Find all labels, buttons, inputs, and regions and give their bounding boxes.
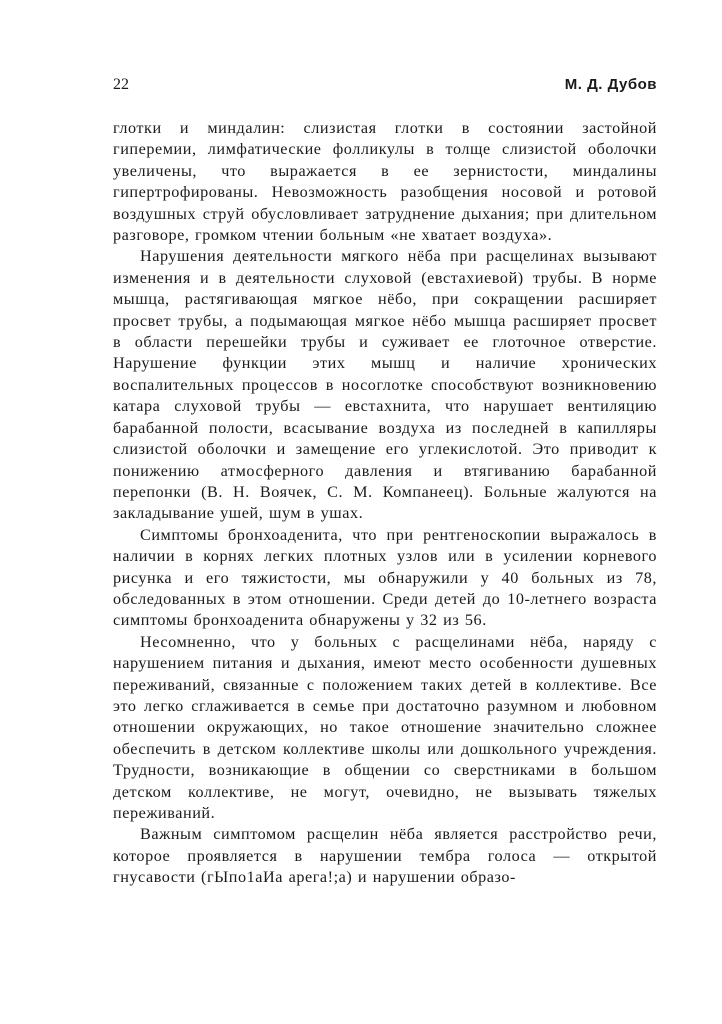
paragraph-bronchoadenitis: Симптомы бронхоаденита, что при рентгеноскопии выражалось в наличии в корнях легких плотных узлов или в усилении корневого рисунка и его тяжистости, мы обнаружили у 40 больных из 78, обследованных в этом отношении. Среди детей до 10-летнего возраста симптомы бронхоаденита обнаружены у 32 из 56. xyxy=(113,525,657,630)
paragraph-soft-palate: Нарушения деятельности мягкого нёба при расщелинах вызывают изменения и в деятельности слуховой (евстахиевой) трубы. В норме мышца, растягивающая мягкое нёбо, при сокращении расширяет просвет трубы, а подымающая мягкое нёбо мышца расширяет просвет в области перешейки трубы и суживает ее глоточное отверстие. Нарушение функции этих мышц и наличие хронических воспалительных процессов в носоглотке способствуют возникновению катара слуховой трубы — евстахнита, что нарушает вентиляцию барабанной полости, всасывание воздуха из последней в капилляры слизистой оболочки и замещение его углекислотой. Это приводит к понижению атмосферного давления и втягиванию барабанной перепонки (В. Н. Воячек, С. М. Компанеец). Больные жалуются на закладывание ушей, шум в ушах. xyxy=(113,247,657,523)
paragraph-emotional: Несомненно, что у больных с расщелинами нёба, наряду с нарушением питания и дыхания, имеют место особенности душевных переживаний, связанные с положением таких детей в коллективе. Все это легко сглаживается в семье при достаточно разумном и любовном отношении окружающих, но такое отношение значительно сложнее обеспечить в детском коллективе школы или дошкольного учреждения. Трудности, возникающие в общении со сверстниками в большом детском коллективе, не могут, очевидно, не вызывать тяжелых переживаний. xyxy=(113,632,657,822)
page-number: 22 xyxy=(113,76,129,93)
paragraph-continuation: глотки и миндалин: слизистая глотки в состоянии застойной гиперемии, лимфатические фолликулы в толще слизистой оболочки увеличены, что выражается в ее зернистости, миндалины гипертрофированы. Невозможность разобщения носовой и ротовой воздушных струй обусловливает затруднение дыхания; при длительном разговоре, громком чтении больным «не хватает воздуха». xyxy=(113,119,657,245)
running-head-author: М. Д. Дубов xyxy=(564,76,657,93)
page-header xyxy=(113,76,657,98)
body-text xyxy=(113,118,657,889)
paragraph-speech: Важным симптомом расщелин нёба является расстройство речи, которое проявляется в нарушении тембра голоса — открытой гнусавости (гЫпо1аИа арега!;а) и нарушении образо- xyxy=(113,825,657,887)
